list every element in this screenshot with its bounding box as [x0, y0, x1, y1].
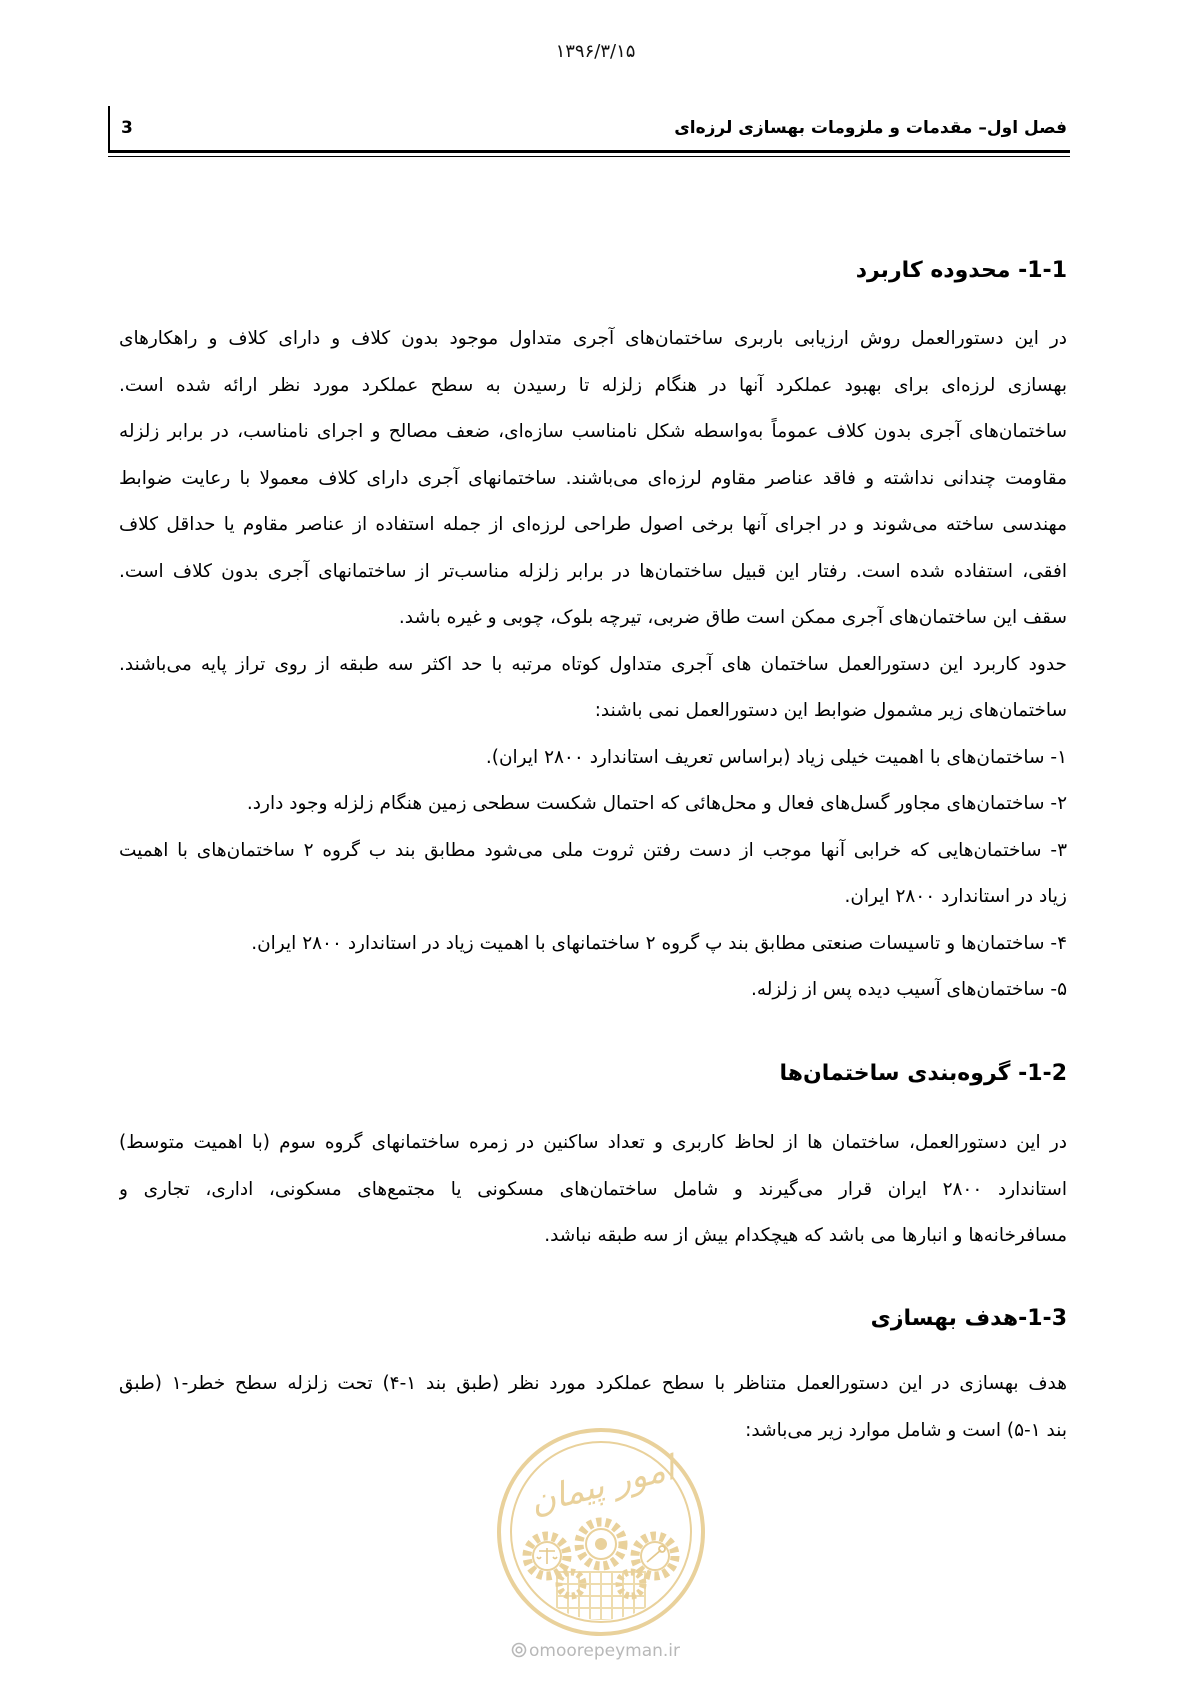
page-number: 3 [121, 118, 133, 138]
list-item: ۴- ساختمان‌ها و تاسیسات صنعتی مطابق بند پ گروه ۲ ساختمانهای با اهمیت زیاد در استاندارد ۲۸۰۰ ایران. [251, 932, 1067, 954]
watermark-logo [487, 1424, 715, 1640]
paragraph-line: در این دستورالعمل، ساختمان ها از لحاظ کاربری و تعداد ساکنین در زمره ساختمانهای گروه سوم (با اهمیت متوسط) [119, 1132, 1067, 1153]
paragraph-line: استاندارد ۲۸۰۰ ایران قرار می‌گیرند و شامل ساختمان‌های مسکونی یا مجتمع‌های مسکونی، اداری، تجاری و [119, 1178, 1067, 1200]
paragraph-line: سقف این ساختمان‌های آجری ممکن است طاق ضربی، تیرچه بلوک، چوبی و غیره باشد. [398, 607, 1067, 628]
header-divider-vertical [108, 106, 110, 152]
logo-text: امور پیمان [526, 1448, 679, 1523]
paragraph-line: مهندسی ساخته می‌شوند و در اجرای آنها برخی اصول طراحی لرزه‌ای از جمله استفاده از عناصر مقاوم یا حداقل کلاف [119, 514, 1067, 535]
list-item-continuation: زیاد در استاندارد ۲۸۰۰ ایران. [844, 886, 1067, 907]
section-body [119, 316, 1067, 1014]
chapter-title: فصل اول– مقدمات و ملزومات بهسازی لرزه‌ای [674, 118, 1067, 138]
paragraph-line: مسافرخانه‌ها و انبارها می باشد که هیچکدام بیش از سه طبقه نباشد. [544, 1225, 1067, 1246]
section-heading: 1-2- گروه‌بندی ساختمان‌ها [779, 1061, 1067, 1086]
watermark-url-text: omoorepeyman.ir [528, 1641, 681, 1661]
page-date: ۱۳۹۶/۳/۱۵ [555, 41, 636, 62]
paragraph-line: هدف بهسازی در این دستورالعمل متناظر با سطح عملکرد مورد نظر (طبق بند ۱-۴) تحت زلزله سطح خطر-۱ (طبق [119, 1373, 1067, 1394]
header-rule-thin [108, 156, 1070, 157]
paragraph-line: حدود کاربرد این دستورالعمل ساختمان های آجری متداول کوتاه مرتبه با حد اکثر سه طبقه از روی تراز پایه می‌باشند. [119, 653, 1067, 675]
list-item: ۵- ساختمان‌های آسیب دیده پس از زلزله. [750, 979, 1067, 1000]
section-body [119, 1361, 1067, 1454]
paragraph-line: مقاومت چندانی نداشته و فاقد عناصر مقاوم لرزه‌ای می‌باشند. ساختمانهای آجری دارای کلاف معمولا با رعایت ضوابط [119, 467, 1067, 489]
paragraph-line: ساختمان‌های زیر مشمول ضوابط این دستورالعمل نمی باشند: [594, 700, 1067, 721]
paragraph-line: بهسازی لرزه‌ای برای بهبود عملکرد آنها در هنگام زلزله تا رسیدن به سطح عملکرد مورد نظر ارائه شده است. [119, 374, 1067, 396]
section-heading: 1-3-هدف بهسازی [870, 1306, 1067, 1331]
list-item: ۳- ساختمان‌هایی که خرابی آنها موجب از دست رفتن ثروت ملی می‌شود مطابق بند ب گروه ۲ ساختمان‌های با اهمیت [119, 839, 1067, 861]
paragraph-line: بند ۱-۵) است و شامل موارد زیر می‌باشد: [745, 1419, 1067, 1441]
paragraph-line: در این دستورالعمل روش ارزیابی باربری ساختمان‌های آجری متداول موجود بدون کلاف و دارای کلاف و راهکارهای [119, 328, 1067, 349]
list-item: ۱- ساختمان‌های با اهمیت خیلی زیاد (براساس تعریف استاندارد ۲۸۰۰ ایران). [485, 746, 1067, 768]
paragraph-line: افقی، استفاده شده است. رفتار این قبیل ساختمان‌ها در برابر زلزله مناسب‌تر از ساختمانهای آجری بدون کلاف است. [119, 560, 1067, 582]
section-body [119, 1120, 1067, 1260]
at-icon [511, 1642, 527, 1658]
section-heading: 1-1- محدوده کاربرد [855, 258, 1067, 283]
paragraph-line: ساختمان‌های آجری بدون کلاف عموماً به‌واسطه شکل نامناسب سازه‌ای، ضعف مصالح و اجرای نامناسب، در برابر زلزله [119, 421, 1067, 442]
list-item: ۲- ساختمان‌های مجاور گسل‌های فعال و محل‌هائی که احتمال شکست سطحی زمین هنگام زلزله وجود دارد. [246, 793, 1067, 814]
header-rule [108, 150, 1070, 153]
watermark-url [0, 1638, 1191, 1664]
